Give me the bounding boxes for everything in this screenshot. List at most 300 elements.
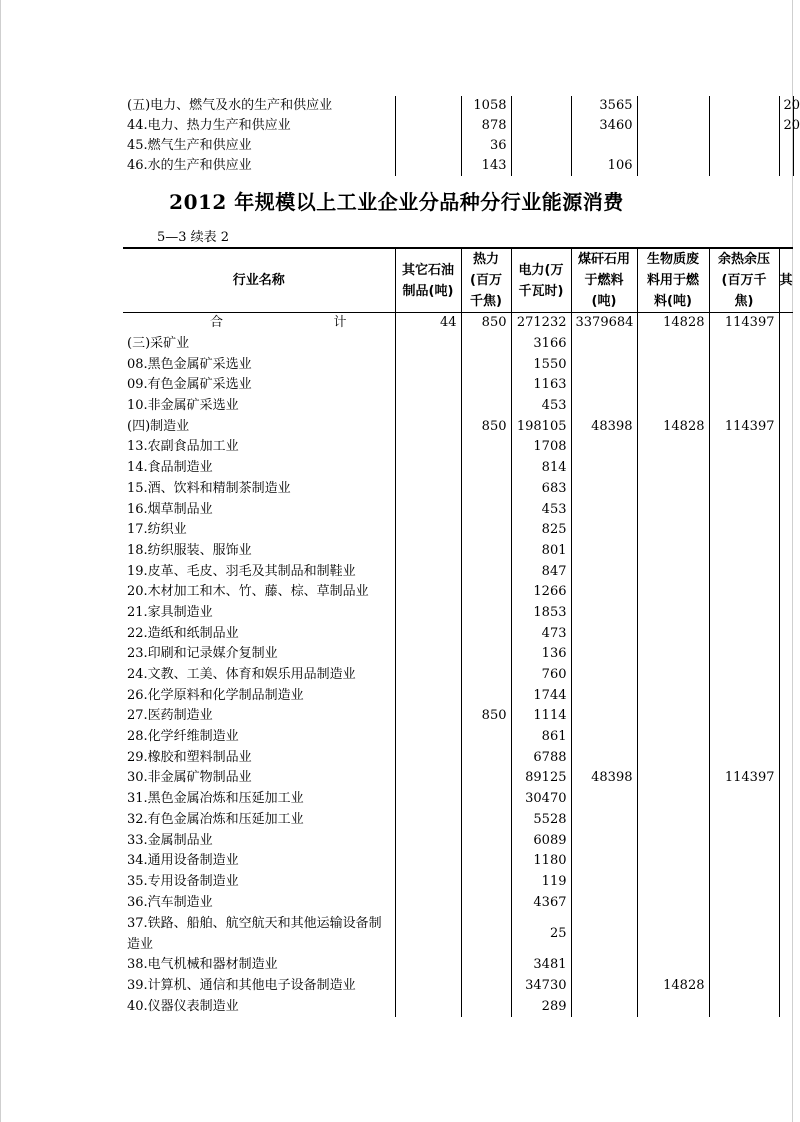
value-cell <box>461 727 511 748</box>
value-cell <box>709 830 779 851</box>
value-cell <box>461 437 511 458</box>
value-cell <box>709 913 779 955</box>
column-header-heat: 热力(百万千焦) <box>461 248 511 313</box>
value-cell <box>779 913 793 955</box>
industry-name-cell: (三)采矿业 <box>127 336 190 352</box>
value-cell <box>637 437 709 458</box>
value-cell <box>395 644 461 665</box>
value-cell <box>571 872 637 893</box>
value-cell: 683 <box>511 479 571 500</box>
industry-name-cell: 29.橡胶和塑料制品业 <box>127 749 252 765</box>
value-cell <box>637 136 709 156</box>
value-cell <box>571 354 637 375</box>
table-row <box>123 156 793 176</box>
value-cell <box>461 996 511 1017</box>
value-cell <box>779 499 793 520</box>
table-row <box>123 747 793 768</box>
value-cell <box>709 727 779 748</box>
value-cell <box>779 479 793 500</box>
value-cell <box>637 541 709 562</box>
value-cell <box>395 520 461 541</box>
industry-name-cell: 27.医药制造业 <box>127 708 213 724</box>
column-header-industry: 行业名称 <box>123 248 395 313</box>
total-row <box>123 313 793 334</box>
value-cell: 48398 <box>571 416 637 437</box>
value-cell <box>571 541 637 562</box>
value-cell: 3565 <box>571 96 637 116</box>
value-cell <box>779 375 793 396</box>
value-cell <box>395 955 461 976</box>
value-cell <box>395 872 461 893</box>
value-cell <box>571 623 637 644</box>
value-cell <box>395 116 461 136</box>
value-cell <box>461 976 511 997</box>
industry-name-cell: 26.化学原料和化学制品制造业 <box>127 687 304 703</box>
value-cell: 825 <box>511 520 571 541</box>
table-row <box>123 416 793 437</box>
value-cell <box>637 706 709 727</box>
industry-name-cell: 08.黑色金属矿采选业 <box>127 356 252 372</box>
value-cell <box>571 685 637 706</box>
table-subtitle: 5—3 续表 2 <box>157 230 230 245</box>
page-title: 2012 年规模以上工业企业分品种分行业能源消费 <box>169 190 624 214</box>
value-cell: 3166 <box>511 334 571 355</box>
value-cell <box>395 810 461 831</box>
value-cell: 801 <box>511 541 571 562</box>
industry-name-cell: 36.汽车制造业 <box>127 894 213 910</box>
value-cell <box>709 479 779 500</box>
value-cell <box>461 789 511 810</box>
value-cell <box>395 996 461 1017</box>
table-row <box>123 644 793 665</box>
value-cell <box>461 334 511 355</box>
value-cell <box>637 768 709 789</box>
table-row <box>123 665 793 686</box>
industry-name-cell: 09.有色金属矿采选业 <box>127 377 252 393</box>
industry-name-cell: 14.食品制造业 <box>127 460 213 476</box>
value-cell <box>395 561 461 582</box>
value-cell <box>571 520 637 541</box>
column-header-other-petroleum: 其它石油制品(吨) <box>395 248 461 313</box>
value-cell <box>637 603 709 624</box>
industry-name-cell: 15.酒、饮料和精制茶制造业 <box>127 480 291 496</box>
value-cell <box>461 768 511 789</box>
value-cell <box>779 396 793 417</box>
industry-name-cell: 33.金属制品业 <box>127 832 213 848</box>
table-row <box>123 685 793 706</box>
value-cell <box>709 892 779 913</box>
value-cell <box>571 913 637 955</box>
value-cell: 1163 <box>511 375 571 396</box>
value-cell <box>637 747 709 768</box>
value-cell <box>709 437 779 458</box>
value-cell <box>511 116 571 136</box>
value-cell: 847 <box>511 561 571 582</box>
column-header-waste-heat: 余热余压(百万千焦) <box>709 248 779 313</box>
value-cell <box>779 892 793 913</box>
value-cell <box>637 520 709 541</box>
value-cell <box>461 520 511 541</box>
value-cell: 119 <box>511 872 571 893</box>
value-cell <box>571 479 637 500</box>
value-cell: 850 <box>461 706 511 727</box>
value-cell <box>571 396 637 417</box>
value-cell <box>779 727 793 748</box>
value-cell: 114397 <box>709 313 779 334</box>
value-cell <box>395 706 461 727</box>
value-cell <box>709 396 779 417</box>
table-header-row <box>123 248 793 313</box>
table-row <box>123 706 793 727</box>
value-cell <box>571 437 637 458</box>
value-cell: 1266 <box>511 582 571 603</box>
value-cell: 271232 <box>511 313 571 334</box>
value-cell: 143 <box>461 156 511 176</box>
value-cell <box>461 458 511 479</box>
industry-name-cell: 39.计算机、通信和其他电子设备制造业 <box>127 977 356 993</box>
industry-name-cell: 20.木材加工和木、竹、藤、棕、草制品业 <box>127 584 369 600</box>
value-cell <box>709 747 779 768</box>
value-cell <box>779 789 793 810</box>
value-cell <box>709 955 779 976</box>
value-cell <box>709 561 779 582</box>
value-cell: 106 <box>571 156 637 176</box>
value-cell: 14828 <box>637 416 709 437</box>
industry-name-cell: 40.仪器仪表制造业 <box>127 998 239 1014</box>
value-cell <box>637 582 709 603</box>
table-row <box>123 396 793 417</box>
value-cell <box>395 727 461 748</box>
value-cell <box>461 541 511 562</box>
industry-name-cell: 38.电气机械和器材制造业 <box>127 957 278 973</box>
value-cell <box>395 156 461 176</box>
value-cell <box>511 136 571 156</box>
table-row <box>123 458 793 479</box>
value-cell <box>637 644 709 665</box>
value-cell <box>779 706 793 727</box>
table-row <box>123 375 793 396</box>
table-row <box>123 561 793 582</box>
value-cell <box>395 665 461 686</box>
value-cell <box>637 116 709 136</box>
value-cell <box>395 976 461 997</box>
table-row <box>123 976 793 997</box>
value-cell: 453 <box>511 499 571 520</box>
value-cell <box>395 375 461 396</box>
industry-name-cell: 16.烟草制品业 <box>127 501 213 517</box>
value-cell <box>395 747 461 768</box>
value-cell <box>461 375 511 396</box>
industry-name-cell: 18.纺织服装、服饰业 <box>127 542 252 558</box>
value-cell: 5528 <box>511 810 571 831</box>
value-cell <box>461 810 511 831</box>
table-row <box>123 872 793 893</box>
table-row <box>123 136 793 156</box>
industry-name-cell: 17.纺织业 <box>127 522 187 538</box>
value-cell <box>709 334 779 355</box>
value-cell <box>395 479 461 500</box>
value-cell: 114397 <box>709 416 779 437</box>
value-cell: 36 <box>461 136 511 156</box>
value-cell <box>709 375 779 396</box>
value-cell: 136 <box>511 644 571 665</box>
value-cell <box>709 116 779 136</box>
value-cell <box>395 851 461 872</box>
value-cell <box>779 582 793 603</box>
value-cell <box>709 810 779 831</box>
value-cell: 20 <box>779 96 793 116</box>
value-cell <box>395 892 461 913</box>
value-cell <box>709 458 779 479</box>
value-cell <box>779 955 793 976</box>
industry-name-cell: (五)电力、燃气及水的生产和供应业 <box>127 98 333 113</box>
table-row <box>123 96 793 116</box>
value-cell <box>461 644 511 665</box>
value-cell <box>571 789 637 810</box>
value-cell <box>395 582 461 603</box>
value-cell <box>395 136 461 156</box>
value-cell <box>395 768 461 789</box>
value-cell: 850 <box>461 416 511 437</box>
value-cell <box>709 520 779 541</box>
value-cell: 453 <box>511 396 571 417</box>
industry-name-cell: 35.专用设备制造业 <box>127 873 239 889</box>
value-cell <box>779 603 793 624</box>
value-cell <box>709 541 779 562</box>
value-cell <box>571 727 637 748</box>
value-cell <box>395 913 461 955</box>
value-cell: 1058 <box>461 96 511 116</box>
value-cell <box>709 996 779 1017</box>
value-cell: 3460 <box>571 116 637 136</box>
value-cell <box>637 396 709 417</box>
value-cell: 14828 <box>637 313 709 334</box>
value-cell <box>709 603 779 624</box>
value-cell: 4367 <box>511 892 571 913</box>
value-cell <box>461 479 511 500</box>
value-cell <box>571 830 637 851</box>
value-cell <box>779 623 793 644</box>
value-cell <box>709 623 779 644</box>
value-cell: 1708 <box>511 437 571 458</box>
value-cell <box>779 458 793 479</box>
industry-name-cell: 37.铁路、船舶、航空航天和其他运输设备制造业 <box>127 915 382 952</box>
value-cell <box>709 665 779 686</box>
value-cell <box>637 96 709 116</box>
value-cell <box>779 976 793 997</box>
value-cell <box>571 561 637 582</box>
value-cell <box>779 830 793 851</box>
table-row <box>123 955 793 976</box>
table-row <box>123 996 793 1017</box>
value-cell <box>779 644 793 665</box>
value-cell <box>637 458 709 479</box>
value-cell <box>637 685 709 706</box>
value-cell <box>637 499 709 520</box>
table-row <box>123 334 793 355</box>
industry-name-cell: 合 计 <box>210 315 347 331</box>
value-cell <box>395 458 461 479</box>
value-cell: 6089 <box>511 830 571 851</box>
industry-name-cell: 31.黑色金属冶炼和压延加工业 <box>127 791 304 807</box>
value-cell <box>395 354 461 375</box>
industry-name-cell: 22.造纸和纸制品业 <box>127 625 239 641</box>
value-cell <box>709 354 779 375</box>
table-row <box>123 437 793 458</box>
industry-name-cell: 30.非金属矿物制品业 <box>127 770 252 786</box>
value-cell <box>637 851 709 872</box>
value-cell <box>779 872 793 893</box>
table-row <box>123 520 793 541</box>
value-cell: 198105 <box>511 416 571 437</box>
value-cell <box>571 582 637 603</box>
value-cell <box>395 416 461 437</box>
energy-consumption-table <box>123 247 793 1017</box>
table-row <box>123 913 793 955</box>
value-cell <box>637 872 709 893</box>
value-cell: 44 <box>395 313 461 334</box>
value-cell: 861 <box>511 727 571 748</box>
value-cell <box>637 727 709 748</box>
table-row <box>123 582 793 603</box>
value-cell <box>395 334 461 355</box>
value-cell <box>461 603 511 624</box>
table-row <box>123 354 793 375</box>
table-row <box>123 851 793 872</box>
value-cell <box>571 644 637 665</box>
value-cell <box>571 603 637 624</box>
value-cell <box>637 996 709 1017</box>
table-row <box>123 116 793 136</box>
value-cell <box>461 955 511 976</box>
value-cell: 34730 <box>511 976 571 997</box>
value-cell: 3379684 <box>571 313 637 334</box>
value-cell <box>779 416 793 437</box>
value-cell <box>709 644 779 665</box>
value-cell <box>461 354 511 375</box>
value-cell: 20 <box>779 116 793 136</box>
value-cell <box>637 892 709 913</box>
value-cell <box>709 156 779 176</box>
value-cell <box>637 156 709 176</box>
value-cell <box>461 665 511 686</box>
value-cell <box>709 499 779 520</box>
table-row <box>123 727 793 748</box>
value-cell: 878 <box>461 116 511 136</box>
value-cell <box>637 913 709 955</box>
continuation-table <box>123 96 800 176</box>
industry-name-cell: 34.通用设备制造业 <box>127 853 239 869</box>
value-cell <box>709 136 779 156</box>
value-cell <box>779 768 793 789</box>
table-row <box>123 541 793 562</box>
value-cell <box>709 851 779 872</box>
value-cell <box>571 136 637 156</box>
value-cell <box>461 872 511 893</box>
value-cell <box>779 851 793 872</box>
value-cell <box>461 913 511 955</box>
value-cell <box>571 851 637 872</box>
value-cell: 89125 <box>511 768 571 789</box>
column-header-other: 其 <box>779 248 793 313</box>
value-cell: 1180 <box>511 851 571 872</box>
column-header-electricity: 电力(万千瓦时) <box>511 248 571 313</box>
value-cell <box>709 976 779 997</box>
value-cell <box>571 810 637 831</box>
value-cell <box>461 499 511 520</box>
value-cell: 114397 <box>709 768 779 789</box>
table-row <box>123 830 793 851</box>
value-cell <box>709 706 779 727</box>
value-cell <box>395 603 461 624</box>
value-cell <box>571 747 637 768</box>
value-cell <box>637 334 709 355</box>
page-edge-left <box>0 0 1 1122</box>
industry-name-cell: 44.电力、热力生产和供应业 <box>127 118 291 133</box>
value-cell <box>637 789 709 810</box>
value-cell: 25 <box>511 913 571 955</box>
value-cell <box>395 396 461 417</box>
value-cell <box>511 156 571 176</box>
value-cell <box>779 685 793 706</box>
industry-name-cell: 10.非金属矿采选业 <box>127 398 239 414</box>
table-row <box>123 623 793 644</box>
value-cell <box>779 520 793 541</box>
value-cell <box>637 623 709 644</box>
value-cell <box>637 810 709 831</box>
value-cell <box>709 582 779 603</box>
value-cell: 1550 <box>511 354 571 375</box>
industry-name-cell: 21.家具制造业 <box>127 604 213 620</box>
value-cell: 1744 <box>511 685 571 706</box>
value-cell: 850 <box>461 313 511 334</box>
value-cell: 6788 <box>511 747 571 768</box>
value-cell <box>779 136 793 156</box>
value-cell <box>779 156 793 176</box>
value-cell <box>511 96 571 116</box>
value-cell <box>709 685 779 706</box>
table-row <box>123 499 793 520</box>
value-cell <box>395 541 461 562</box>
value-cell <box>709 872 779 893</box>
value-cell: 473 <box>511 623 571 644</box>
value-cell <box>461 561 511 582</box>
value-cell <box>779 810 793 831</box>
value-cell <box>779 334 793 355</box>
value-cell: 30470 <box>511 789 571 810</box>
value-cell <box>637 479 709 500</box>
value-cell: 289 <box>511 996 571 1017</box>
value-cell <box>709 789 779 810</box>
table-row <box>123 892 793 913</box>
value-cell: 48398 <box>571 768 637 789</box>
value-cell <box>637 375 709 396</box>
value-cell <box>395 685 461 706</box>
column-header-coal-gangue: 煤矸石用于燃料(吨) <box>571 248 637 313</box>
value-cell <box>461 830 511 851</box>
value-cell <box>571 892 637 913</box>
value-cell <box>395 623 461 644</box>
industry-name-cell: 28.化学纤维制造业 <box>127 729 239 745</box>
column-header-biomass: 生物质废料用于燃料(吨) <box>637 248 709 313</box>
industry-name-cell: 24.文教、工美、体育和娱乐用品制造业 <box>127 667 356 683</box>
value-cell <box>571 955 637 976</box>
value-cell: 1853 <box>511 603 571 624</box>
value-cell <box>395 830 461 851</box>
value-cell <box>779 313 793 334</box>
industry-name-cell: 46.水的生产和供应业 <box>127 158 252 173</box>
value-cell <box>779 561 793 582</box>
